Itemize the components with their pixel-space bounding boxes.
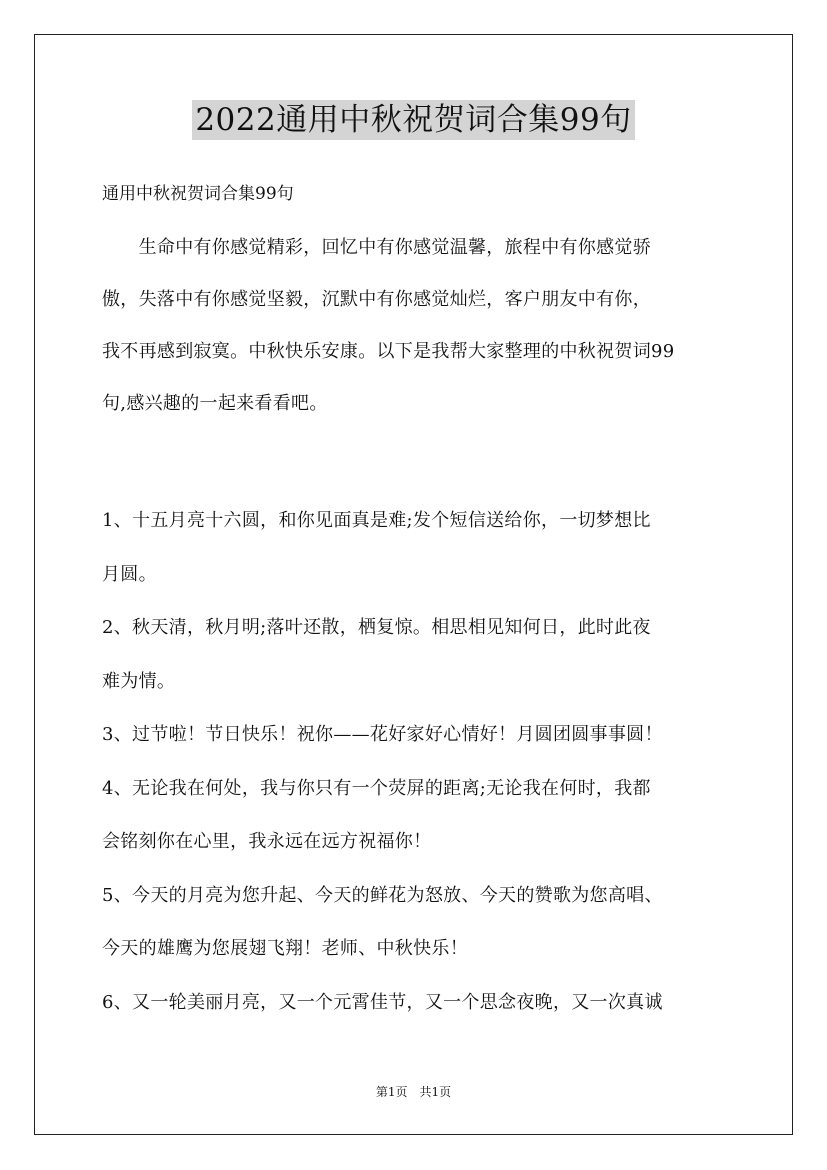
list-item-line: 4、无论我在何处，我与你只有一个荧屏的距离;无论我在何时，我都 <box>102 777 651 799</box>
list-item-line: 5、今天的月亮为您升起、今天的鲜花为怒放、今天的赞歌为您高唱、 <box>102 884 663 906</box>
list-item-line: 今天的雄鹰为您展翅飞翔！老师、中秋快乐！ <box>102 938 468 959</box>
greeting-list <box>102 494 663 1029</box>
page-footer: 第1页 共1页 <box>375 1085 452 1099</box>
intro-line: 句,感兴趣的一起来看看吧。 <box>102 393 328 414</box>
list-item-line: 1、十五月亮十六圆，和你见面真是难;发个短信送给你，一切梦想比 <box>102 510 651 531</box>
list-item-line: 2、秋天清，秋月明;落叶还散，栖复惊。相思相见知何日，此时此夜 <box>102 617 651 638</box>
list-item-line: 6、又一轮美丽月亮，又一个元霄佳节，又一个思念夜晚，又一次真诚 <box>102 991 663 1013</box>
intro-paragraph <box>102 222 675 430</box>
list-item-line: 3、过节啦！节日快乐！祝你——花好家好心情好！月圆团圆事事圆！ <box>102 724 663 745</box>
list-item-line: 月圆。 <box>102 563 157 585</box>
list-item-line: 会铭刻你在心里，我永远在远方祝福你！ <box>102 831 432 852</box>
document-title: 2022通用中秋祝贺词合集99句 <box>192 100 634 140</box>
document-subtitle: 通用中秋祝贺词合集99句 <box>102 184 294 204</box>
intro-line: 生命中有你感觉精彩，回忆中有你感觉温馨，旅程中有你感觉骄 <box>102 237 651 258</box>
list-item-line: 难为情。 <box>102 670 176 692</box>
title-container <box>0 100 827 140</box>
intro-line: 傲，失落中有你感觉坚毅，沉默中有你感觉灿烂，客户朋友中有你， <box>102 289 651 310</box>
intro-line: 我不再感到寂寞。中秋快乐安康。以下是我帮大家整理的中秋祝贺词99 <box>102 341 675 362</box>
